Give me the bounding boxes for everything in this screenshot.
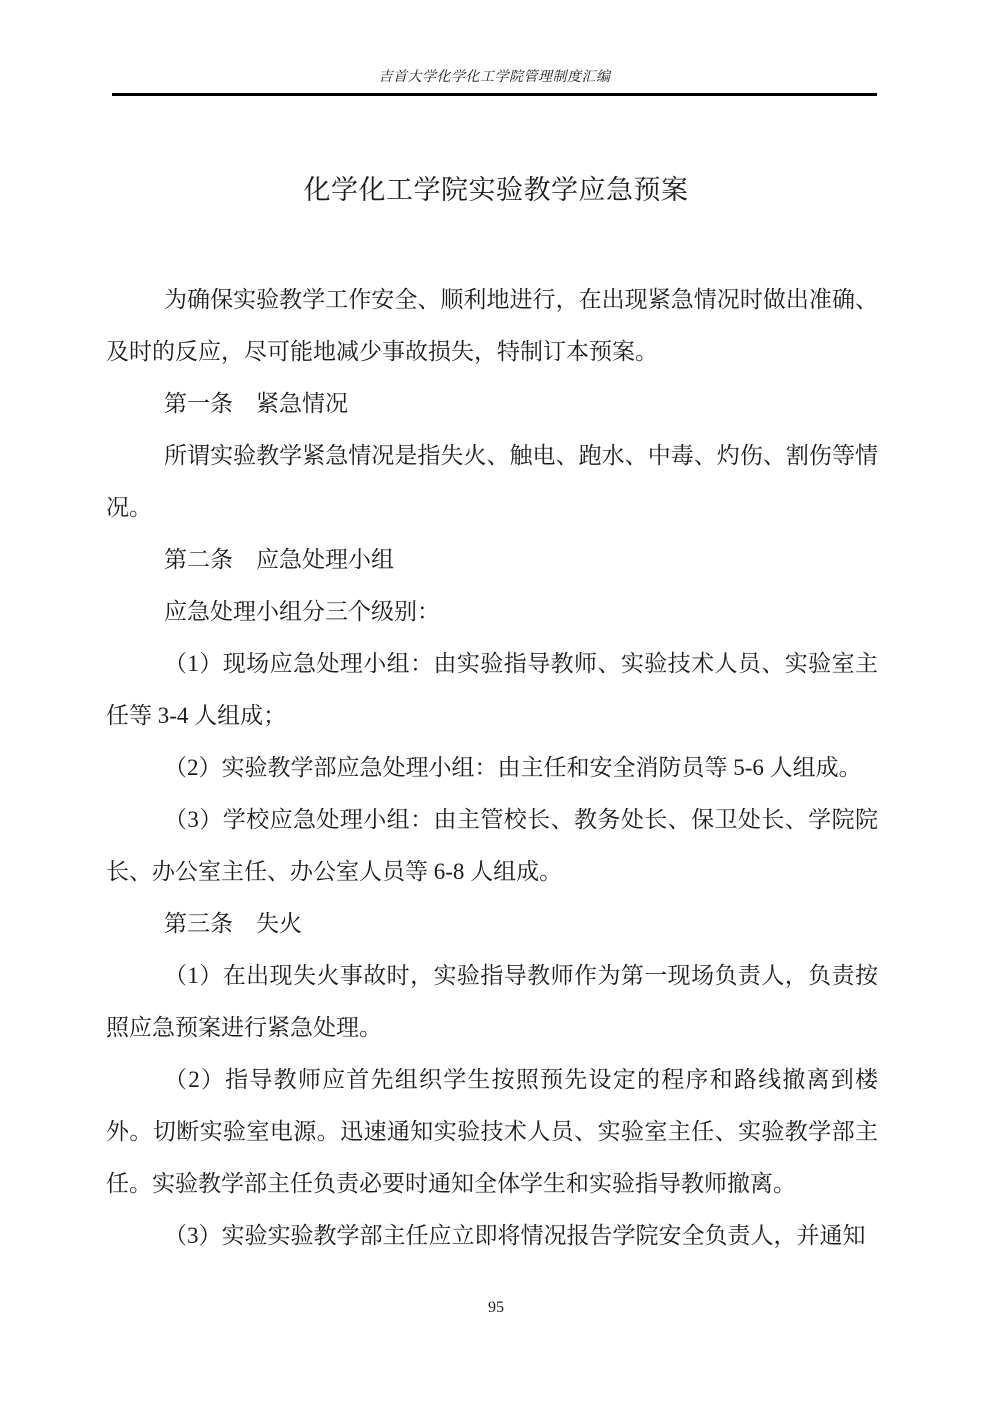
heading-article-2: 第二条 应急处理小组 (164, 547, 394, 572)
page-footer (0, 1296, 992, 1320)
paragraph-fire-2: （2）指导教师应首先组织学生按照预先设定的程序和路线撤离到楼外。切断实验室电源。迅速通知实验技术人员、实验室主任、实验教学部主任。实验教学部主任负责必要时通知全体学生和实验指导教师撤离。 (106, 1067, 878, 1196)
document-body (106, 274, 878, 1262)
header-text: 吉首大学化学化工学院管理制度汇编 (378, 70, 611, 85)
heading-article-1: 第一条 紧急情况 (164, 391, 348, 416)
page-number: 95 (488, 1299, 504, 1316)
paragraph-fire-1: （1）在出现失火事故时，实验指导教师作为第一现场负责人，负责按照应急预案进行紧急处理。 (106, 963, 878, 1040)
paragraph-levels: 应急处理小组分三个级别： (164, 599, 440, 624)
paragraph-article-1: 所谓实验教学紧急情况是指失火、触电、跑水、中毒、灼伤、割伤等情况。 (106, 443, 878, 520)
paragraph-level-1: （1）现场应急处理小组：由实验指导教师、实验技术人员、实验室主任等 3-4 人组成； (106, 651, 878, 728)
header-rule (112, 93, 877, 96)
document-title: 化学化工学院实验教学应急预案 (303, 175, 689, 205)
heading-article-3: 第三条 失火 (164, 911, 302, 936)
paragraph-fire-3: （3）实验实验教学部主任应立即将情况报告学院安全负责人，并通知 (164, 1223, 866, 1248)
paragraph-level-3: （3）学校应急处理小组：由主管校长、教务处长、保卫处长、学院院长、办公室主任、办公室人员等 6-8 人组成。 (106, 807, 878, 884)
paragraph-level-2: （2）实验教学部应急处理小组：由主任和安全消防员等 5-6 人组成。 (164, 755, 862, 780)
paragraph-intro: 为确保实验教学工作安全、顺利地进行，在出现紧急情况时做出准确、及时的反应，尽可能地减少事故损失，特制订本预案。 (106, 287, 878, 364)
